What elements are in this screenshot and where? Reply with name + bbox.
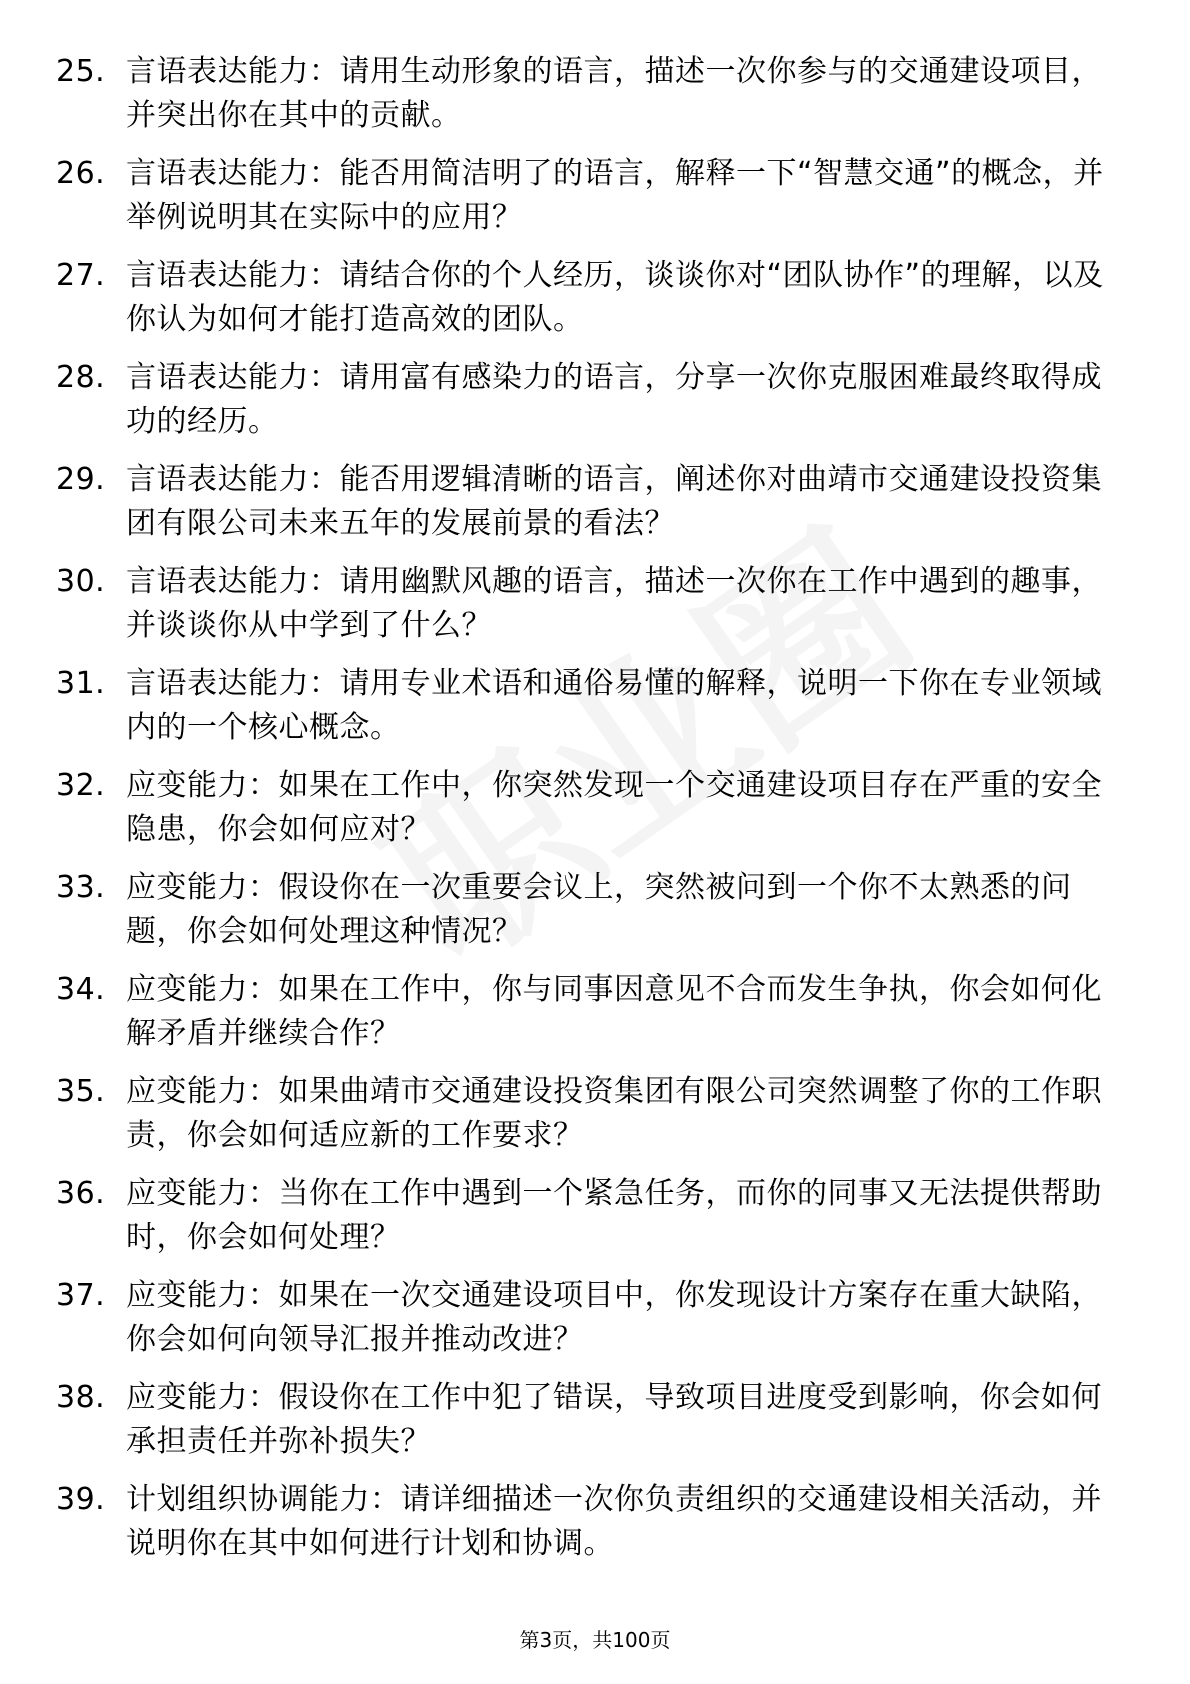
question-number: 27. [56, 258, 106, 293]
list-item [56, 254, 1116, 342]
question-text: 应变能力：如果在工作中，你突然发现一个交通建设项目存在严重的安全隐患，你会如何应对？ [126, 768, 1102, 847]
question-text: 言语表达能力：能否用简洁明了的语言，解释一下“智慧交通”的概念，并举例说明其在实际中的应用？ [126, 156, 1104, 235]
question-text: 应变能力：如果在一次交通建设项目中，你发现设计方案存在重大缺陷，你会如何向领导汇报并推动改进？ [126, 1278, 1102, 1357]
list-item [56, 1070, 1116, 1158]
page-number-footer: 第3页，共100页 [519, 1628, 671, 1652]
question-text: 言语表达能力：请用幽默风趣的语言，描述一次你在工作中遇到的趣事，并谈谈你从中学到了什么？ [126, 564, 1102, 643]
question-number: 30. [56, 564, 106, 599]
list-item [56, 356, 1116, 444]
list-item [56, 458, 1116, 546]
question-text: 言语表达能力：请结合你的个人经历，谈谈你对“团队协作”的理解，以及你认为如何才能打造高效的团队。 [126, 258, 1104, 337]
question-list [56, 50, 1116, 1580]
question-number: 34. [56, 972, 106, 1007]
list-item [56, 662, 1116, 750]
question-number: 28. [56, 360, 106, 395]
question-number: 31. [56, 666, 106, 701]
question-text: 言语表达能力：请用生动形象的语言，描述一次你参与的交通建设项目，并突出你在其中的贡献。 [126, 54, 1102, 133]
question-number: 33. [56, 870, 106, 905]
question-text: 应变能力：假设你在工作中犯了错误，导致项目进度受到影响，你会如何承担责任并弥补损失？ [126, 1380, 1102, 1459]
question-text: 计划组织协调能力：请详细描述一次你负责组织的交通建设相关活动，并说明你在其中如何进行计划和协调。 [126, 1482, 1102, 1561]
question-number: 35. [56, 1074, 106, 1109]
list-item [56, 866, 1116, 954]
question-text: 言语表达能力：请用富有感染力的语言，分享一次你克服困难最终取得成功的经历。 [126, 360, 1102, 439]
question-number: 37. [56, 1278, 106, 1313]
list-item [56, 968, 1116, 1056]
question-number: 36. [56, 1176, 106, 1211]
question-number: 39. [56, 1482, 106, 1517]
list-item [56, 152, 1116, 240]
question-text: 应变能力：如果在工作中，你与同事因意见不合而发生争执，你会如何化解矛盾并继续合作？ [126, 972, 1102, 1051]
question-number: 26. [56, 156, 106, 191]
question-text: 言语表达能力：请用专业术语和通俗易懂的解释，说明一下你在专业领域内的一个核心概念。 [126, 666, 1102, 745]
list-item [56, 1376, 1116, 1464]
question-number: 32. [56, 768, 106, 803]
list-item [56, 1274, 1116, 1362]
question-text: 应变能力：如果曲靖市交通建设投资集团有限公司突然调整了你的工作职责，你会如何适应新的工作要求？ [126, 1074, 1102, 1153]
list-item [56, 1478, 1116, 1566]
question-text: 应变能力：假设你在一次重要会议上，突然被问到一个你不太熟悉的问题，你会如何处理这种情况？ [126, 870, 1072, 949]
question-number: 38. [56, 1380, 106, 1415]
list-item [56, 560, 1116, 648]
list-item [56, 1172, 1116, 1260]
question-text: 言语表达能力：能否用逻辑清晰的语言，阐述你对曲靖市交通建设投资集团有限公司未来五年的发展前景的看法？ [126, 462, 1102, 541]
list-item [56, 764, 1116, 852]
list-item [56, 50, 1116, 138]
question-text: 应变能力：当你在工作中遇到一个紧急任务，而你的同事又无法提供帮助时，你会如何处理？ [126, 1176, 1102, 1255]
question-number: 25. [56, 54, 106, 89]
question-number: 29. [56, 462, 106, 497]
